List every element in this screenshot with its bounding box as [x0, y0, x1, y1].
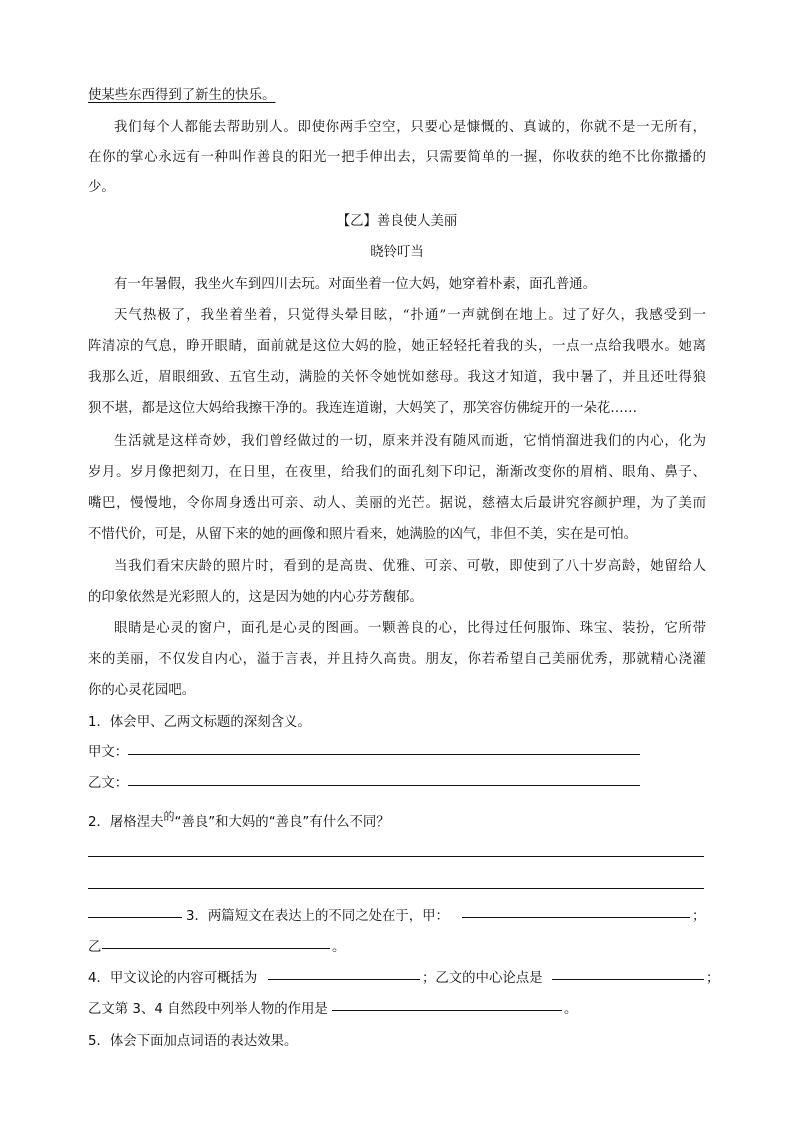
question-3-semicolon: ； [692, 909, 706, 924]
question-3-yi-label: 乙 [88, 940, 102, 955]
passage-yi-p3-line: 嘴巴，慢慢地，令你周身透出可亲、动人、美丽的光芒。据说，慈禧太后最讲究容颜护理，为了美而 [88, 496, 706, 511]
question-3: 3．两篇短文在表达上的不同之处在于，甲： [186, 909, 449, 924]
answer-line-2a[interactable] [88, 856, 704, 857]
question-1-yi-label: 乙文： [88, 776, 129, 791]
passage-yi-p2-line: 狈不堪，都是这位大妈给我擦干净的。我连连道谢，大妈笑了，那笑容仿佛绽开的一朵花…… [88, 401, 638, 416]
answer-line-1-yi[interactable] [128, 785, 640, 786]
question-4-semicolon: ； [706, 971, 720, 986]
passage-yi-p2-line: 我那么近，眉眼细致、五官生动，满脸的关怀令她恍如慈母。我这才知道，我中暑了，并且还吐得狼 [88, 370, 706, 385]
passage-yi-p5-line: 来的美丽，不仅发自内心，溢于言表，并且持久高贵。朋友，你若希望自己美丽优秀，那就精心浇灌 [88, 652, 706, 667]
passage-jia-paragraph-line: 在你的掌心永远有一种叫作善良的阳光一把手伸出去，只需要简单的一握，你收获的绝不比你撒播的 [88, 150, 706, 165]
answer-line-1-jia[interactable] [128, 754, 640, 755]
passage-jia-last-line: 使某些东西得到了新生的快乐。 [88, 88, 276, 103]
question-2-particle: 的 [163, 810, 175, 823]
question-4-part-b: ；乙文的中心论点是 [422, 971, 543, 986]
passage-jia-paragraph-line: 我们每个人都能去帮助别人。即使你两手空空，只要心是慷慨的、真诚的，你就不是一无所有， [114, 120, 706, 135]
passage-yi-p4-line: 的印象依然是光彩照人的，这是因为她的内心芬芳馥郁。 [88, 590, 423, 605]
question-1: 1．体会甲、乙两文标题的深刻含义。 [88, 715, 311, 730]
question-1-jia-label: 甲文： [88, 745, 129, 760]
passage-yi-p3-line: 不惜代价，可是，从留下来的她的画像和照片看来，她满脸的凶气，非但不美，实在是可怕。 [88, 527, 638, 542]
passage-yi-p4-line: 当我们看宋庆龄的照片时，看到的是高贵、优雅、可亲、可敬，即使到了八十岁高龄，她留给人 [114, 559, 706, 574]
question-2 [88, 811, 390, 830]
passage-yi-p5-line: 你的心灵花园吧。 [88, 683, 196, 698]
passage-yi-p2-line: 天气热极了，我坐着坐着，只觉得头晕目眩，“扑通”一声就倒在地上。过了好久，我感受到一 [114, 308, 706, 323]
passage-yi-p3-line: 岁月。岁月像把刻刀，在日里，在夜里，给我们的面孔刻下印记，渐渐改变你的眉梢、眼角、鼻子、 [88, 465, 706, 480]
answer-line-3-jia[interactable] [462, 917, 690, 918]
passage-yi-author: 晓铃叮当 [370, 245, 424, 260]
question-5: 5．体会下面加点词语的表达效果。 [88, 1034, 298, 1049]
passage-yi-p2-line: 阵清凉的气息，睁开眼睛，面前就是这位大妈的脸，她正轻轻托着我的头，一点一点给我喂水。她离 [88, 339, 706, 354]
question-4-end: 。 [564, 1002, 578, 1017]
passage-yi-p1: 有一年暑假，我坐火车到四川去玩。对面坐着一位大妈，她穿着朴素，面孔普通。 [114, 277, 597, 292]
passage-yi-p3-line: 生活就是这样奇妙，我们曾经做过的一切，原来并没有随风而逝，它悄悄溜进我们的内心，化为 [114, 434, 706, 449]
question-4-part-a: 4．甲文议论的内容可概括为 [88, 971, 258, 986]
passage-yi-p5-line: 眼睛是心灵的窗户，面孔是心灵的图画。一颗善良的心，比得过任何服饰、珠宝、装扮，它所带 [114, 621, 706, 636]
answer-line-3-yi[interactable] [102, 948, 330, 949]
answer-line-4c[interactable] [332, 1010, 562, 1011]
answer-line-4b[interactable] [552, 979, 704, 980]
question-2-lead: 2．屠格涅夫 [88, 815, 164, 830]
passage-jia-paragraph-line: 少。 [88, 180, 115, 195]
answer-line-4a[interactable] [268, 979, 420, 980]
question-4-part-c: 乙文第 3、4 自然段中列举人物的作用是 [88, 1002, 328, 1017]
answer-line-2b[interactable] [88, 888, 704, 889]
answer-line-2c[interactable] [88, 917, 182, 918]
question-2-rest: “善良”和大妈的“善良”有什么不同？ [174, 815, 390, 830]
question-3-end: 。 [332, 940, 346, 955]
passage-yi-title: 【乙】善良使人美丽 [336, 214, 458, 229]
